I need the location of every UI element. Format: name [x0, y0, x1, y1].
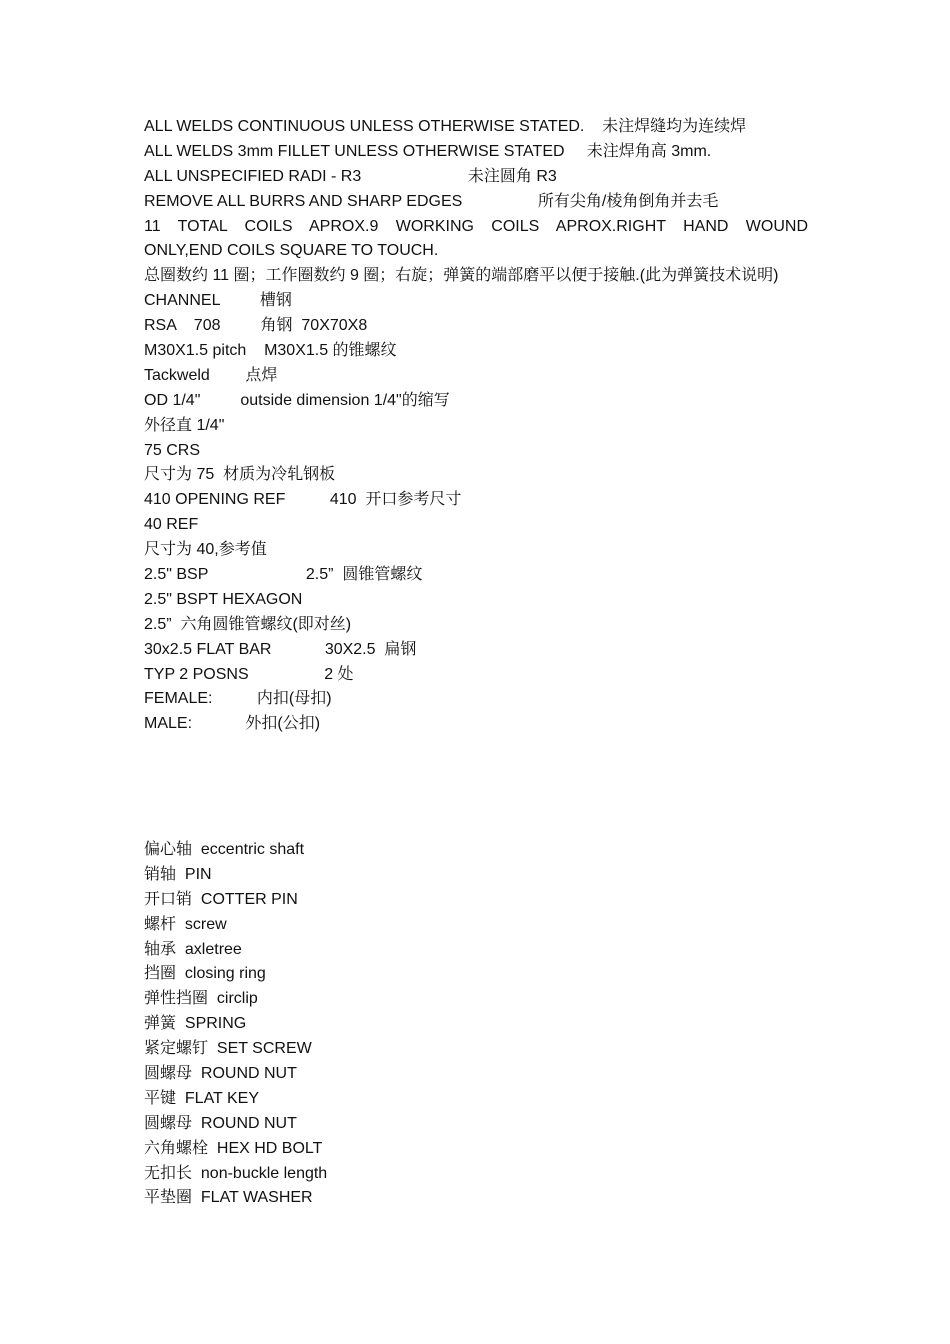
note-line: CHANNEL 槽钢	[144, 292, 292, 310]
glossary-item: 轴承 axletree	[144, 940, 242, 958]
glossary-item: 销轴 PIN	[144, 865, 212, 883]
note-line: ALL UNSPECIFIED RADI - R3 未注圆角 R3	[144, 167, 557, 185]
note-line: 外径直 1/4"	[144, 416, 225, 434]
note-line: FEMALE: 内扣(母扣)	[144, 690, 332, 708]
glossary-item: 平键 FLAT KEY	[144, 1089, 259, 1107]
note-line: 2.5” 六角圆锥管螺纹(即对丝)	[144, 615, 352, 633]
glossary-item: 开口销 COTTER PIN	[144, 890, 298, 908]
glossary-item: 弹簧 SPRING	[144, 1015, 247, 1033]
note-line: 2.5" BSP 2.5” 圆锥管螺纹	[144, 566, 423, 584]
note-line: ALL WELDS 3mm FILLET UNLESS OTHERWISE STATED 未注焊角高 3mm.	[144, 142, 712, 160]
note-line: 75 CRS	[144, 441, 201, 459]
technical-notes	[144, 115, 808, 737]
glossary-item: 偏心轴 eccentric shaft	[144, 841, 305, 858]
note-line: MALE: 外扣(公扣)	[144, 715, 321, 733]
note-line: ONLY,END COILS SQUARE TO TOUCH.	[144, 242, 439, 260]
note-line: 尺寸为 75 材质为冷轧钢板	[144, 466, 336, 484]
parts-glossary	[144, 838, 808, 1211]
note-line: M30X1.5 pitch M30X1.5 的锥螺纹	[144, 342, 397, 360]
note-line: RSA 708 角钢 70X70X8	[144, 317, 368, 335]
note-line: 尺寸为 40,参考值	[144, 541, 267, 559]
note-line: OD 1/4" outside dimension 1/4"的缩写	[144, 391, 450, 409]
glossary-item: 挡圈 closing ring	[144, 965, 266, 983]
note-line: 30x2.5 FLAT BAR 30X2.5 扁钢	[144, 640, 417, 658]
note-line: TYP 2 POSNS 2 处	[144, 665, 354, 683]
glossary-item: 圆螺母 ROUND NUT	[144, 1065, 297, 1083]
glossary-item: 螺杆 screw	[144, 915, 227, 933]
note-line: 40 REF	[144, 516, 199, 534]
glossary-item: 六角螺栓 HEX HD BOLT	[144, 1139, 323, 1157]
note-line: 410 OPENING REF 410 开口参考尺寸	[144, 491, 462, 509]
glossary-item: 紧定螺钉 SET SCREW	[144, 1040, 312, 1058]
glossary-item: 圆螺母 ROUND NUT	[144, 1114, 297, 1132]
note-line: Tackweld 点焊	[144, 366, 278, 384]
note-line: ALL WELDS CONTINUOUS UNLESS OTHERWISE STATED. 未注焊缝均为连续焊	[144, 118, 747, 135]
glossary-item: 平垫圈 FLAT WASHER	[144, 1189, 313, 1207]
note-line: 2.5" BSPT HEXAGON	[144, 590, 303, 608]
glossary-item: 弹性挡圈 circlip	[144, 990, 258, 1008]
note-line: 11 TOTAL COILS APROX.9 WORKING COILS APROX.RIGHT HAND WOUND	[144, 217, 808, 235]
note-line: REMOVE ALL BURRS AND SHARP EDGES 所有尖角/棱角倒角并去毛	[144, 192, 719, 210]
glossary-item: 无扣长 non-buckle length	[144, 1164, 328, 1182]
note-line: 总圈数约 11 圈；工作圈数约 9 圈；右旋；弹簧的端部磨平以便于接触.(此为弹簧技术说明)	[144, 267, 779, 285]
